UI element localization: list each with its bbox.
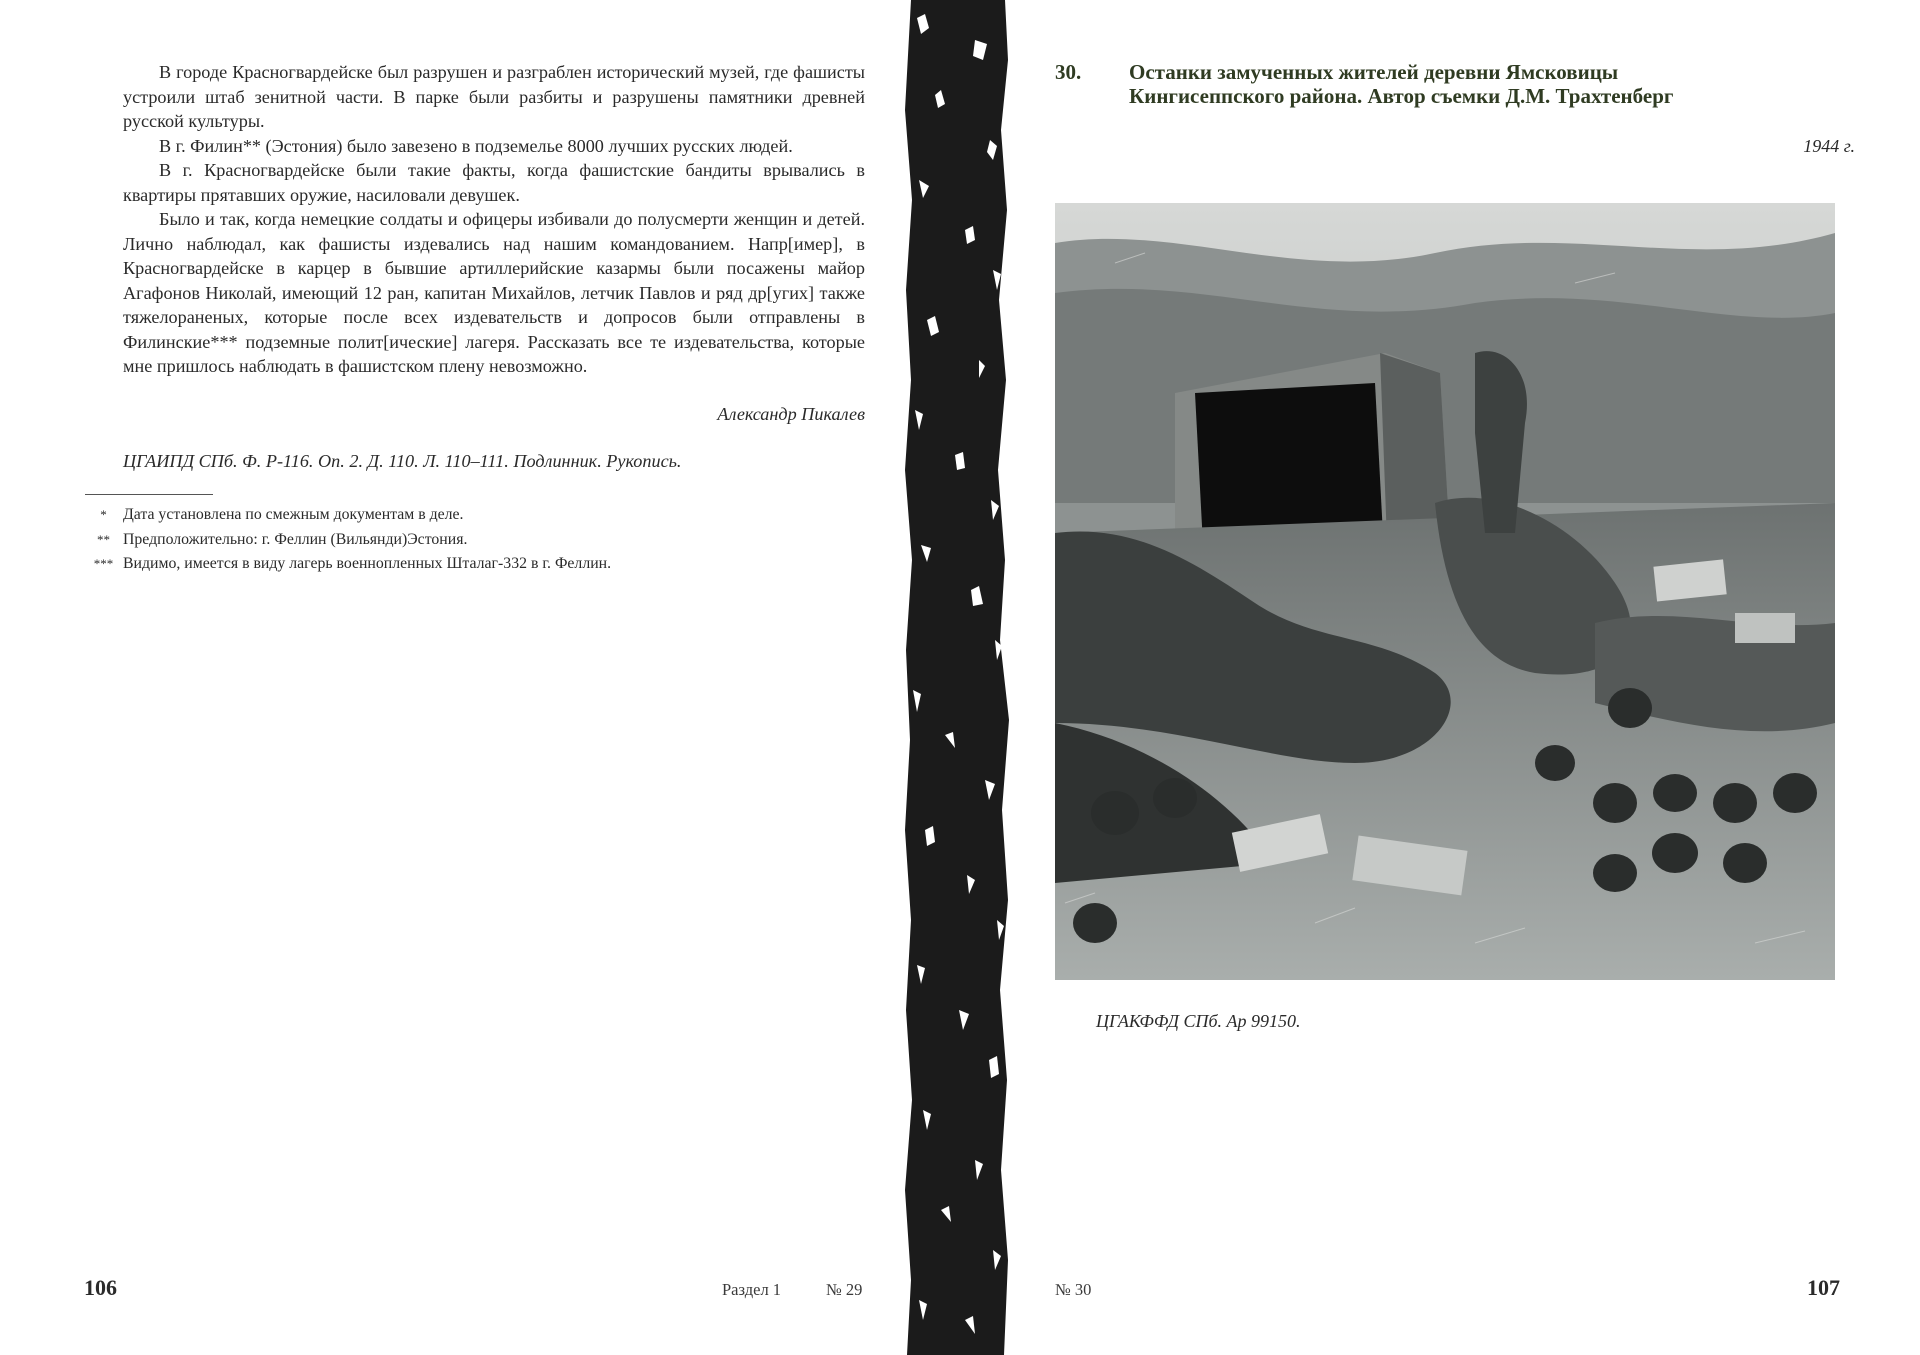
footnote xyxy=(84,528,864,553)
title-line: Останки замученных жителей деревни Ямсковицы xyxy=(1129,60,1619,84)
document-label: № 30 xyxy=(1055,1280,1092,1299)
page-number: 107 xyxy=(1807,1275,1840,1300)
document-label: № 29 xyxy=(826,1280,863,1299)
paragraph: В г. Красногвардейске были такие факты, когда фашистские бандиты врывались в квартиры прятавших оружие, насиловали девушек. xyxy=(123,160,865,205)
right-page xyxy=(1012,0,1920,1355)
document-date: 1944 г. xyxy=(1803,136,1855,156)
paragraph: В городе Красногвардейске был разрушен и разграблен исторический музей, где фашисты устроили штаб зенитной части. В парке были разбиты и разрушены памятники древней русской культуры. xyxy=(123,62,865,131)
photo-archive-reference: ЦГАКФФД СПб. Ар 99150. xyxy=(1096,1011,1301,1031)
document-number: 30. xyxy=(1055,60,1082,84)
archive-reference: ЦГАИПД СПб. Ф. Р-116. Оп. 2. Д. 110. Л. 110–111. Подлинник. Рукопись. xyxy=(123,451,682,471)
paragraph: Было и так, когда немецкие солдаты и офицеры избивали до полусмерти женщин и детей. Лично наблюдал, как фашисты издевались над нашим командованием. Напр[имер], в Красногвардейске в карцер в бывшие артиллерийские казармы были посажены майор Агафонов Николай, имеющий 12 ран, капитан Михайлов, летчик Павлов и ряд др[угих] также тяжелораненых, которые после всех издевательств и допросов были отправлены в Филинские*** подземные полит[ические] лагеря. Рассказать все те издевательства, которые мне пришлось наблюдать в фашистском плену невозможно. xyxy=(123,209,865,376)
left-page xyxy=(0,0,905,1355)
footnote xyxy=(84,503,864,528)
footnote-mark: ** xyxy=(97,531,110,547)
footnotes xyxy=(84,503,864,577)
section-label: Раздел 1 xyxy=(722,1280,782,1299)
document-title xyxy=(1129,60,1889,108)
spine-decoration xyxy=(905,0,1012,1355)
footnote-text: Предположительно: г. Феллин (Вильянди)Эстония. xyxy=(123,530,468,548)
paragraph: В г. Филин** (Эстония) было завезено в подземелье 8000 лучших русских людей. xyxy=(159,135,793,156)
signature: Александр Пикалев xyxy=(717,404,865,424)
footnote-mark: * xyxy=(100,507,107,522)
footnote-text: Видимо, имеется в виду лагерь военнопленных Шталаг-332 в г. Феллин. xyxy=(123,555,612,572)
title-line: Кингисеппского района. Автор съемки Д.М. Трахтенберг xyxy=(1129,84,1674,108)
footnote xyxy=(84,552,864,577)
letter-body xyxy=(123,60,865,379)
footnote-mark: *** xyxy=(93,556,114,571)
footnote-divider xyxy=(85,494,213,495)
footnote-text: Дата установлена по смежным документам в деле. xyxy=(123,506,464,523)
page-number: 106 xyxy=(84,1275,117,1300)
archival-photograph xyxy=(1055,203,1835,980)
photo-illustration xyxy=(1055,203,1835,980)
